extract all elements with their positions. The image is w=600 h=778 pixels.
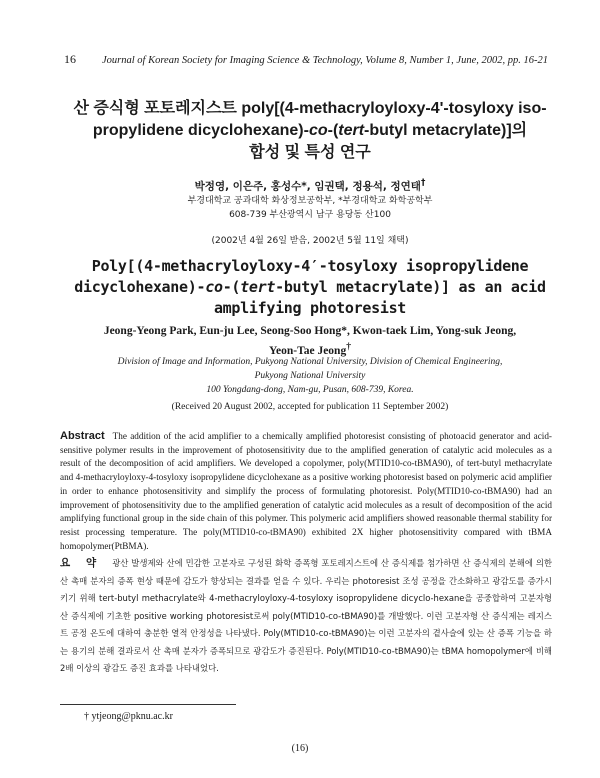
korean-title-line1: 산 증식형 포토레지스트 poly[(4-methacryloyloxy-4'-tosyloxy iso- (73, 100, 547, 117)
korean-affiliation: 부경대학교 공과대학 화상정보공학부, *부경대학교 화학공학부 608-739 부산광역시 남구 용당동 산100 (187, 196, 433, 220)
korean-title-line3: 합성 및 특성 연구 (249, 144, 371, 161)
abstract-label: Abstract (60, 430, 105, 442)
abstract-text: The addition of the acid amplifier to a chemically amplified photoresist consisting of photoacid generator and acid-sensitive polymer results in the improvement of photosensitivity due to the amplified generation of catalytic acid molecules as a result of the decomposition of acid amplifiers. We developed a copolymer, poly(MTID10-co-tBMA90), of tert-butyl methacrylate and 4-methacryloyloxy-4-tosyloxy isopropylidene dicyclohexane as a positive working photoresist based on polymeric acid amplifier in order to enhance photosensitivity and simplify the process of formulating photoresist. Poly(MTID10-co-tBMA90) had an improvement of photosensitivity due to the amplified generation of catalytic acid molecules as a result of decomposition of the acid amplifying functional group in the side chain of this polymer. This polymeric acid amplifiers showed reasonable thermal stability for resist processing temperature. The poly(MTID10-co-tBMA90) exhibited 2X higher photosensitivity compared with tBMA homopolymer(PtBMA). (60, 431, 552, 551)
english-title-line3: amplifying photoresist (213, 299, 407, 317)
page-number: 16 (64, 52, 76, 66)
korean-abstract (60, 555, 552, 678)
english-received-date: (Received 20 August 2002, accepted for publication 11 September 2002) (171, 402, 449, 412)
footnote-divider (60, 704, 236, 705)
korean-received-date: (2002년 4월 26일 받음, 2002년 5월 11일 채택) (211, 236, 409, 246)
corresponding-mark: † (346, 341, 351, 352)
english-title-line2: dicyclohexane)-co-(tert-butyl metacrylate)] as an acid (74, 278, 546, 296)
english-affiliation: Division of Image and Information, Pukyong National University, Division of Chemical Engineering, Pukyong National University 100 Yongdang-dong, Nam-gu, Pusan, 608-739, Korea. (117, 357, 503, 395)
footnote-email: ytjeong@pknu.ac.kr (91, 711, 173, 722)
english-title (60, 256, 560, 319)
korean-authors: 박정영, 이은주, 홍성수*, 임권택, 정용석, 정연태† (194, 178, 426, 193)
korean-abstract-label: 요 약 (60, 557, 103, 569)
footnote (84, 711, 173, 722)
english-title-line1: Poly[(4-methacryloyloxy-4′-tosyloxy isopropylidene (91, 257, 529, 275)
corresponding-mark: † (420, 178, 426, 188)
page-footer-number: (16) (291, 743, 309, 754)
korean-abstract-text: 광산 발생제와 산에 민감한 고분자로 구성된 화학 증폭형 포토레지스트에 산 증식제를 첨가하면 산 증식제의 분해에 의한 산 촉매 분자의 증폭 현상 때문에 감도가 향상되는 결과를 얻을 수 있다. 우리는 photoresist 조성 공정을 간소화하고 광감도를 증가시키기 위해 tert-butyl methacrylate와 4-methacryloyloxy-4-tosyloxy isopropylidene dicyclo-hexane을 공중합하여 고분자형 산 증식제에 기초한 positive working photoresist로써 poly(MTID10-co-tBMA90)를 개발했다. 이런 고분자형 산 증식제는 레지스트 공정 온도에 대하여 충분한 열적 안정성을 나타냈다. Poly(MTID10-co-tBMA90)는 이런 고분자의 곁사슬에 있는 산 증폭 기능을 하는 용기의 분해 결과로서 산 촉매 분자가 증폭되므로 광감도가 증진된다. Poly(MTID10-co-tBMA90)는 tBMA homopolymer에 비해 2배 이상의 광감도 증진 효과를 나타내었다. (60, 558, 552, 673)
journal-citation: Journal of Korean Society for Imaging Science & Technology, Volume 8, Number 1, June, 2002, pp. 16-21 (102, 55, 548, 66)
english-authors: Jeong-Yeong Park, Eun-ju Lee, Seong-Soo Hong*, Kwon-taek Lim, Yong-suk Jeong, Yeon-Tae Jeong† (103, 325, 517, 357)
footnote-mark: † (84, 711, 89, 722)
running-head (64, 52, 552, 67)
korean-title (70, 98, 550, 164)
korean-title-line2: propylidene dicyclohexane)-co-(tert-butyl metacrylate)]의 (92, 122, 528, 139)
abstract (60, 430, 552, 553)
